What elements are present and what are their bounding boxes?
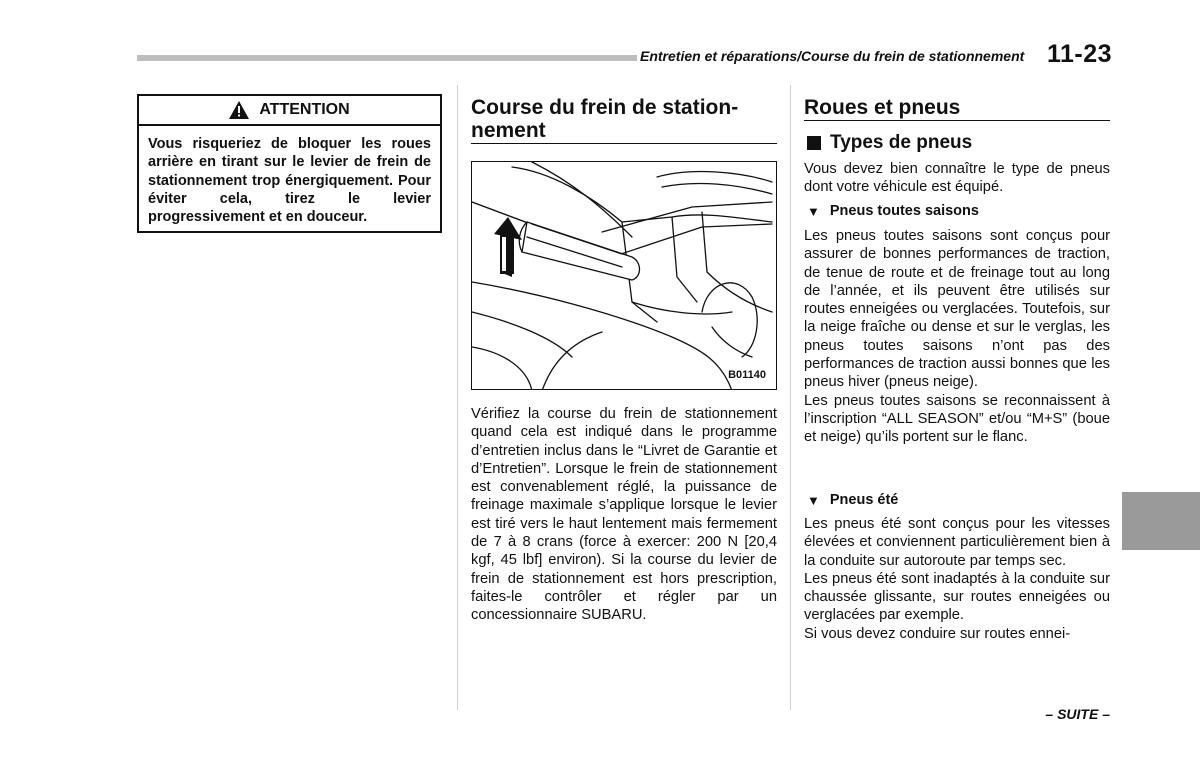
square-bullet-icon: [807, 136, 821, 150]
all-season-paragraph-1: Les pneus toutes saisons sont conçus pour assurer de bonnes performances de traction, de tenue de route et de freinage tout au long de l’année, et ils peuvent être utilisés sur routes enneigées ou verglacées. Toutefois, sur la neige fraîche ou dense et sur le verglas, les pneus toutes saisons n’ont pas des performances de traction aussi bonnes que les pneus hiver (pneus neige).: [804, 228, 1110, 391]
column-divider-1: [457, 85, 458, 710]
tires-title: Roues et pneus: [804, 96, 961, 119]
summer-heading: [807, 492, 898, 508]
tires-intro: [804, 160, 1110, 197]
tire-types-heading-label: Types de pneus: [830, 132, 973, 153]
down-triangle-icon: ▼: [807, 203, 820, 219]
all-season-heading: [807, 203, 979, 219]
header-rule: [137, 55, 637, 61]
continued-label: – SUITE –: [1045, 706, 1110, 722]
tires-intro-text: Vous devez bien connaître le type de pneus dont votre véhicule est équipé.: [804, 161, 1110, 196]
parking-brake-lever-illustration: [472, 162, 777, 390]
warning-title: ATTENTION: [259, 101, 350, 118]
warning-box: [137, 94, 442, 233]
tires-title-rule: [804, 120, 1110, 121]
parking-brake-paragraph: Vérifiez la course du frein de stationnement quand cela est indiqué dans le programme d’entretien inclus dans le “Livret de Garantie et d’Entretien”. Lorsque le frein de stationnement est convenablement réglé, la puissance de freinage maximale s’applique lorsque le levier est tiré vers le haut lentement mais fermement de 7 à 8 crans (force à exercer: 200 N [20,4 kgf, 45 lbf] environ). Si la course du levier de frein de stationnement est hors prescription, faites-le contrôler et régler par un concessionnaire SUBARU.: [471, 406, 777, 624]
tire-types-heading: [807, 132, 972, 154]
warning-text: Vous risqueriez de bloquer les roues arrière en tirant sur le levier de frein de stationnement trop énergiquement. Pour éviter cela, tirez le levier progressivement et en douceur.: [148, 136, 431, 226]
column-divider-2: [790, 85, 791, 710]
summer-heading-label: Pneus été: [829, 492, 899, 508]
parking-brake-title-rule: [471, 143, 777, 144]
summer-paragraph-2: Les pneus été sont inadaptés à la conduite sur chaussée glissante, sur routes enneigées ou verglacées par exemple.: [804, 570, 1110, 624]
running-header: Entretien et réparations/Course du frein de stationnement: [640, 48, 1025, 64]
warning-triangle-icon: [229, 101, 249, 119]
page-number: 11-23: [1046, 40, 1112, 68]
all-season-heading-label: Pneus toutes saisons: [829, 203, 979, 219]
summer-paragraph-1: Les pneus été sont conçus pour les vitesses élevées et conviennent particulièrement bien à la conduite sur autoroute par temps sec.: [804, 516, 1110, 569]
parking-brake-title-line1: Course du frein de station-: [471, 96, 739, 119]
parking-brake-title: [471, 96, 781, 142]
figure-code: B01140: [728, 369, 766, 381]
all-season-body: [804, 227, 1110, 447]
warning-header: [139, 96, 440, 126]
parking-brake-figure: [471, 161, 777, 390]
down-triangle-icon: ▼: [807, 492, 820, 508]
summer-paragraph-3: Si vous devez conduire sur routes ennei-: [804, 625, 1071, 642]
summer-body: [804, 515, 1110, 643]
pull-up-arrow-icon: [494, 217, 522, 277]
parking-brake-body: [471, 405, 777, 625]
all-season-paragraph-2: Les pneus toutes saisons se reconnaissent à l’inscription “ALL SEASON” et/ou “M+S” (boue et neige) qu’ils portent sur le flanc.: [804, 392, 1110, 446]
parking-brake-title-line2: nement: [471, 119, 546, 142]
chapter-tab: [1122, 492, 1200, 550]
